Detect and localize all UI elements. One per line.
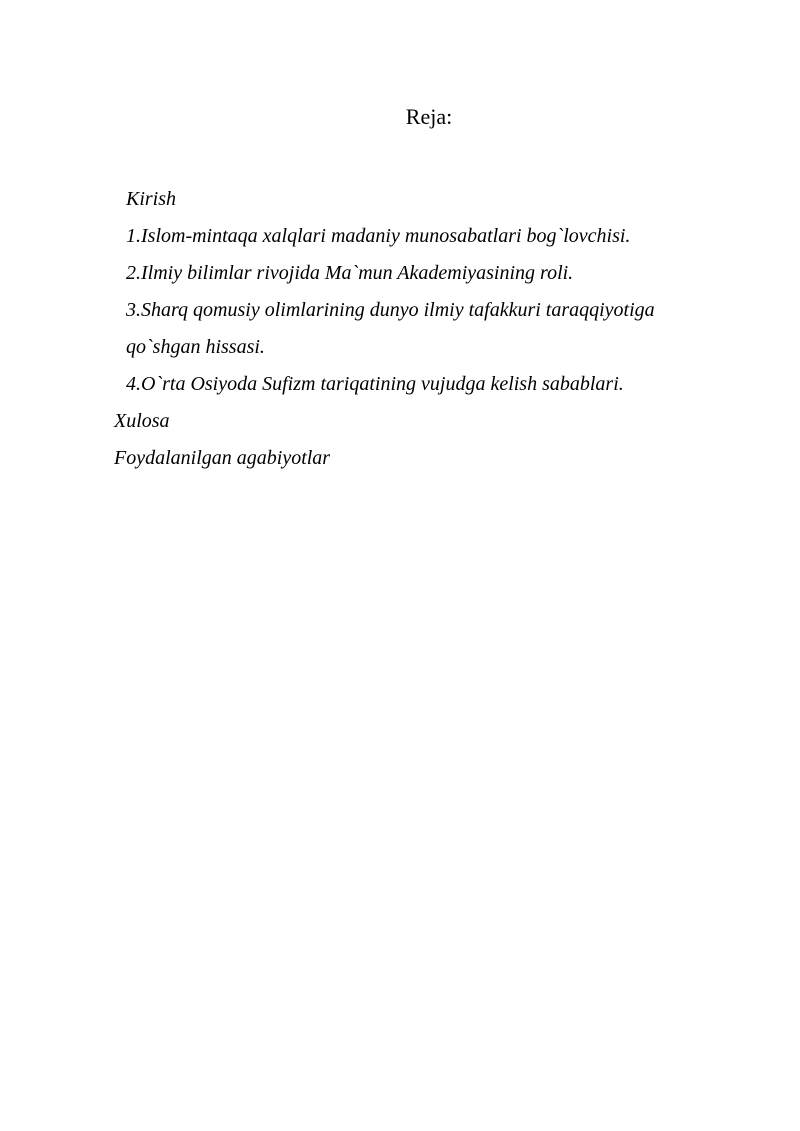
plan-item-2: 2.Ilmiy bilimlar rivojida Ma`mun Akademiyasining roli.	[126, 262, 574, 284]
plan-intro: Kirish	[126, 188, 177, 210]
plan-conclusion: Xulosa	[114, 410, 170, 432]
plan-item-3: 3.Sharq qomusiy olimlarining dunyo ilmiy tafakkuri taraqqiyotiga	[126, 299, 655, 321]
plan-item-4: 4.O`rta Osiyoda Sufizm tariqatining vujudga kelish sabablari.	[126, 373, 624, 395]
plan-references: Foydalanilgan agabiyotlar	[114, 447, 331, 469]
plan-item-3-continuation: qo`shgan hissasi.	[126, 336, 265, 358]
page-title: Reja:	[405, 104, 453, 129]
plan-item-1: 1.Islom-mintaqa xalqlari madaniy munosabatlari bog`lovchisi.	[126, 225, 631, 247]
